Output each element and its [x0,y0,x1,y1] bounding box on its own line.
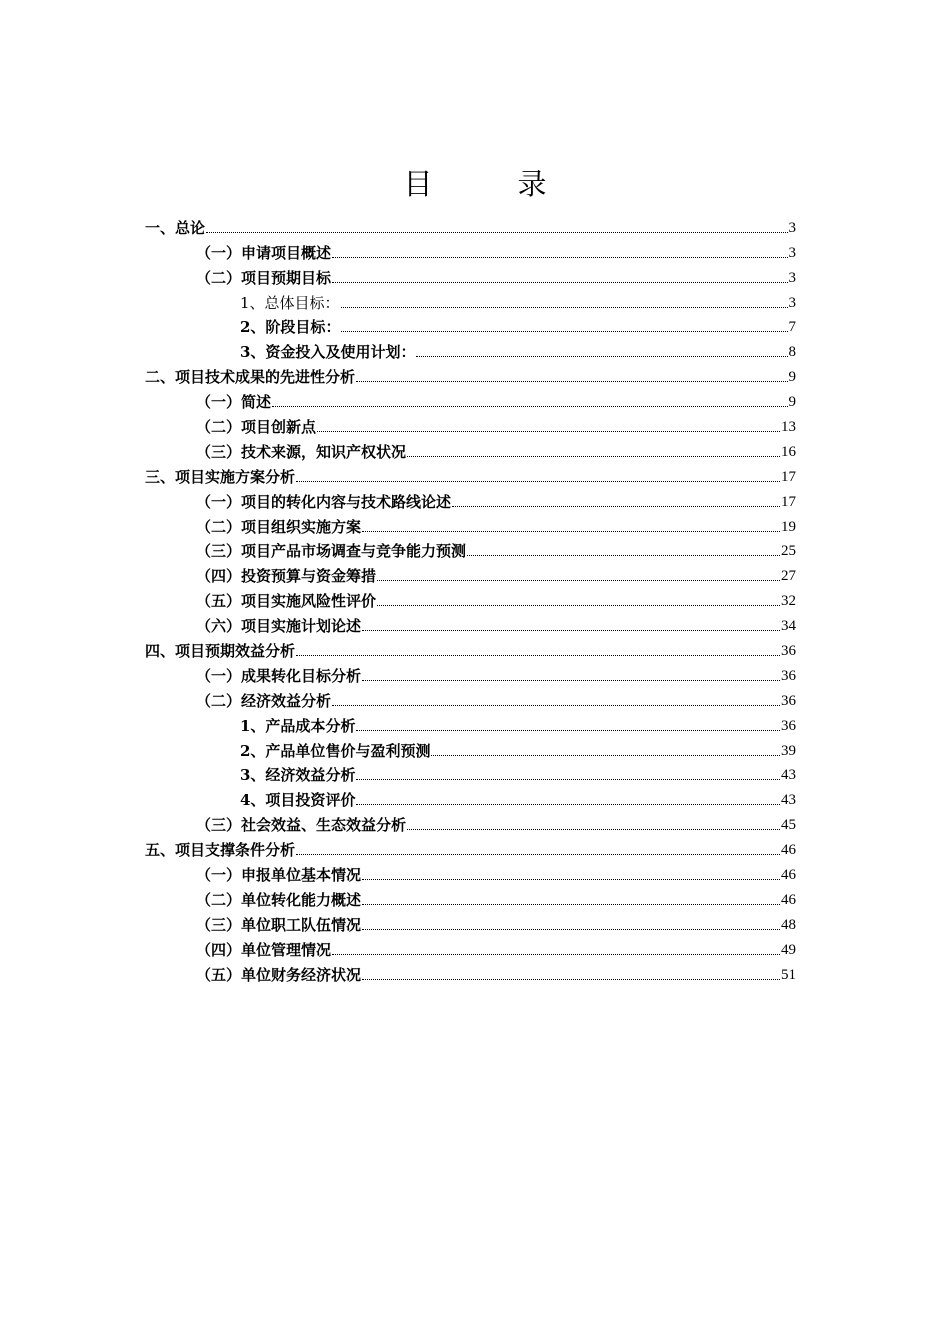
toc-entry-label: 1、总体目标： [240,293,340,312]
toc-entry[interactable] [145,585,796,610]
toc-entry-label: （二）单位转化能力概述 [196,890,362,909]
toc-entry[interactable] [145,411,796,436]
toc-leader [296,853,780,855]
toc-entry[interactable] [145,560,796,585]
toc-entry-page: 51 [781,966,796,983]
toc-leader [296,480,780,482]
toc-entry[interactable] [145,635,796,660]
toc-entry-label: 四、项目预期效益分析 [145,642,296,661]
toc-entry-page: 43 [781,792,796,809]
toc-entry[interactable] [145,909,796,934]
toc-leader [332,953,780,955]
toc-entry-page: 34 [781,618,796,635]
toc-entry-page: 7 [788,319,796,336]
toc-entry-page: 36 [781,667,796,684]
toc-leader [452,505,780,507]
toc-leader [341,306,788,308]
toc-leader [362,878,780,880]
toc-entry-label: 1、产品成本分析 [240,716,356,735]
toc-entry-page: 16 [781,443,796,460]
toc-entry[interactable] [145,312,796,337]
toc-entry-label: 2、产品单位售价与盈利预测 [240,741,431,760]
toc-entry-page: 3 [788,269,796,286]
toc-entry-label: 三、项目实施方案分析 [145,467,296,486]
toc-leader [332,704,780,706]
toc-entry-label: （二）项目创新点 [196,418,317,437]
toc-entry-label: 4、项目投资评价 [240,791,356,810]
toc-leader [206,231,787,233]
toc-entry-label: （二）经济效益分析 [196,691,332,710]
toc-entry-page: 32 [781,593,796,610]
toc-entry-label: （二）项目预期目标 [196,268,332,287]
toc-leader [377,604,780,606]
toc-entry-label: （三）项目产品市场调查与竞争能力预测 [196,542,467,561]
toc-entry[interactable] [145,436,796,461]
toc-title: 目 录 [403,167,575,201]
toc-entry-label: 五、项目支撑条件分析 [145,841,296,860]
toc-entry-page: 46 [781,891,796,908]
toc-leader [356,729,780,731]
toc-leader [332,281,787,283]
toc-leader [362,978,780,980]
toc-entry-label: （一）申报单位基本情况 [196,866,362,885]
toc-entry[interactable] [145,834,796,859]
toc-entry-page: 46 [781,842,796,859]
toc-entry-page: 9 [788,369,796,386]
toc-leader [416,355,787,357]
toc-leader [431,754,780,756]
toc-leader [332,256,787,258]
toc-entry-page: 25 [781,543,796,560]
toc-entry-page: 19 [781,518,796,535]
toc-entry-page: 48 [781,916,796,933]
toc-list [145,212,796,984]
toc-entry[interactable] [145,237,796,262]
toc-entry[interactable] [145,959,796,984]
toc-entry[interactable] [145,934,796,959]
toc-entry-page: 36 [781,692,796,709]
toc-entry-label: 3、资金投入及使用计划： [240,343,416,362]
toc-entry-label: （四）投资预算与资金筹措 [196,567,377,586]
toc-entry-page: 3 [788,294,796,311]
toc-entry-label: 二、项目技术成果的先进性分析 [145,368,356,387]
toc-entry[interactable] [145,486,796,511]
toc-entry[interactable] [145,361,796,386]
toc-entry[interactable] [145,884,796,909]
toc-entry-label: （三）技术来源，知识产权状况 [196,442,407,461]
toc-entry-label: （二）项目组织实施方案 [196,517,362,536]
toc-entry[interactable] [145,536,796,561]
toc-entry-label: （一）申请项目概述 [196,243,332,262]
toc-entry[interactable] [145,610,796,635]
toc-entry-page: 36 [781,643,796,660]
toc-leader [377,579,780,581]
toc-leader [356,380,787,382]
toc-leader [317,430,780,432]
toc-entry-label: （三）社会效益、生态效益分析 [196,816,407,835]
toc-entry[interactable] [145,386,796,411]
toc-entry[interactable] [145,461,796,486]
toc-leader [362,928,780,930]
toc-entry-label: （一）项目的转化内容与技术路线论述 [196,492,452,511]
toc-entry-label: 3、经济效益分析 [240,766,356,785]
toc-entry-page: 46 [781,867,796,884]
toc-entry-label: 2、阶段目标： [240,318,341,337]
toc-leader [467,554,780,556]
toc-entry-label: 一、总论 [145,218,206,237]
toc-entry-page: 17 [781,493,796,510]
toc-entry-label: （一）成果转化目标分析 [196,666,362,685]
toc-entry[interactable] [145,212,796,237]
toc-leader [356,803,780,805]
toc-leader [407,828,780,830]
toc-entry[interactable] [145,735,796,760]
toc-entry[interactable] [145,859,796,884]
toc-leader [362,530,780,532]
toc-leader [296,654,780,656]
toc-entry-page: 8 [788,344,796,361]
toc-entry-page: 27 [781,568,796,585]
toc-entry[interactable] [145,710,796,735]
toc-leader [362,903,780,905]
toc-entry-label: （五）单位财务经济状况 [196,965,362,984]
toc-entry[interactable] [145,336,796,361]
toc-entry-page: 39 [781,742,796,759]
toc-leader [362,679,780,681]
toc-entry[interactable] [145,784,796,809]
toc-entry[interactable] [145,685,796,710]
toc-leader [407,455,780,457]
toc-entry[interactable] [145,287,796,312]
toc-entry-page: 45 [781,817,796,834]
toc-entry-page: 13 [781,419,796,436]
toc-leader [362,629,780,631]
toc-entry-label: （五）项目实施风险性评价 [196,592,377,611]
toc-leader [356,778,780,780]
toc-entry-page: 49 [781,941,796,958]
toc-entry-label: （三）单位职工队伍情况 [196,915,362,934]
toc-entry-label: （四）单位管理情况 [196,940,332,959]
toc-entry-page: 3 [788,219,796,236]
toc-entry-page: 9 [788,394,796,411]
toc-entry-page: 3 [788,244,796,261]
toc-entry-label: （一）简述 [196,393,272,412]
toc-entry[interactable] [145,660,796,685]
toc-leader [341,330,787,332]
toc-entry-page: 17 [781,468,796,485]
toc-leader [272,405,787,407]
toc-entry[interactable] [145,262,796,287]
toc-entry-label: （六）项目实施计划论述 [196,617,362,636]
toc-entry[interactable] [145,760,796,785]
toc-entry-page: 36 [781,717,796,734]
toc-entry-page: 43 [781,767,796,784]
toc-entry[interactable] [145,511,796,536]
toc-entry[interactable] [145,809,796,834]
